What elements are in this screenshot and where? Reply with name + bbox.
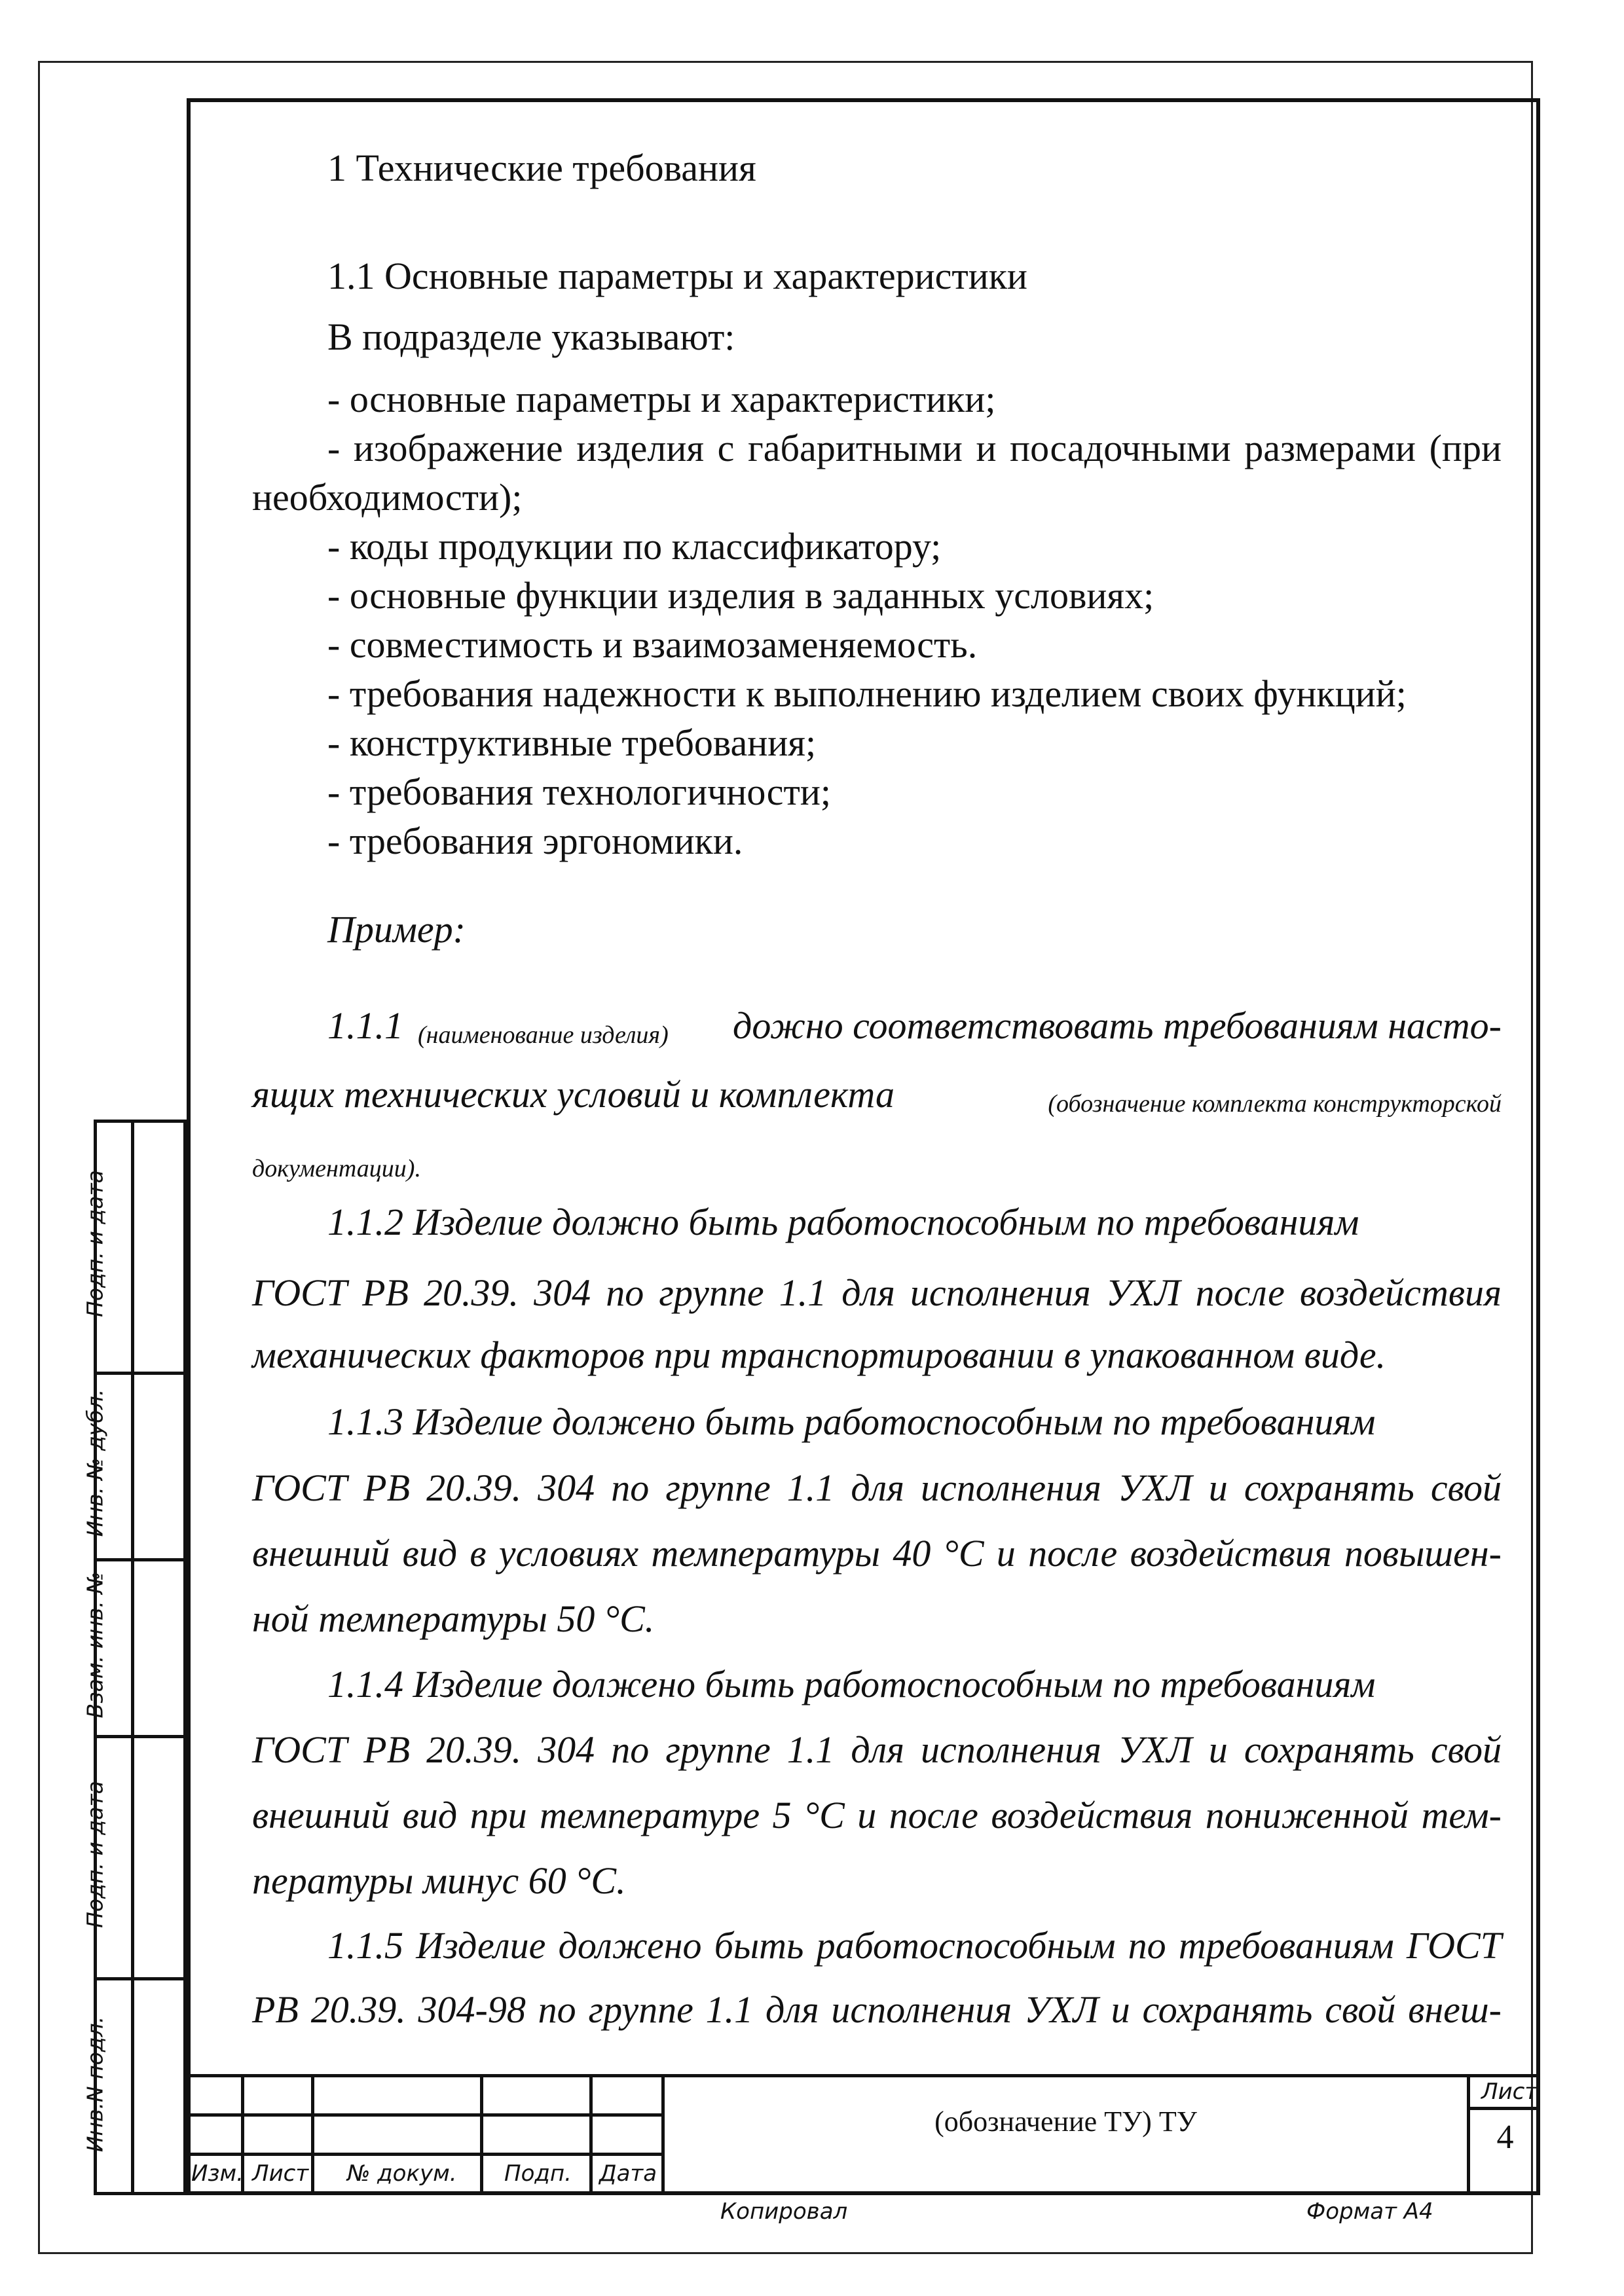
p113-line-3: внешний вид в условиях температуры 40 °С и после воздействия повышен- <box>252 1532 1502 1575</box>
p112-line-3: механических факторов при транспортировании в упакованном виде. <box>252 1334 1386 1376</box>
section-title: 1 Технические требования <box>327 147 756 189</box>
p114-line-1: 1.1.4 Изделие должено быть работоспособным по требованиям <box>327 1663 1376 1705</box>
sidebar-divider <box>131 1120 134 2195</box>
p111-line-2: ящих технических условий и комплекта <box>252 1073 895 1116</box>
p111-small-3: документации). <box>252 1155 421 1182</box>
title-block-row <box>187 2153 665 2156</box>
sidebar-label-orig-inv: Инв.N подл. <box>82 2016 108 2153</box>
col-label-doc-number: № докум. <box>347 2160 457 2187</box>
p115-line-1: 1.1.5 Изделие должено быть работоспособным по требованиям ГОСТ <box>327 1924 1502 1967</box>
sheet-cell-sep <box>1467 2107 1540 2110</box>
p111-text-1: дожно соответствовать требованиям насто- <box>733 1004 1502 1047</box>
p114-line-2: ГОСТ РВ 20.39. 304 по группе 1.1 для исполнения УХЛ и сохранять свой <box>252 1728 1502 1771</box>
p114-line-3: внешний вид при температуре 5 °С и после воздействия пониженной тем- <box>252 1794 1502 1836</box>
sidebar-label-sign-date-2: Подп. и дата <box>82 1781 108 1928</box>
p115-line-2: РВ 20.39. 304-98 по группе 1.1 для исполнения УХЛ и сохранять свой внеш- <box>252 1988 1502 2031</box>
intro-text: В подразделе указывают: <box>327 316 735 358</box>
title-block-col <box>311 2074 314 2195</box>
document-designation: (обозначение ТУ) ТУ <box>934 2105 1197 2138</box>
list-item: - требования технологичности; <box>327 771 832 813</box>
col-label-change: Изм. <box>191 2160 244 2187</box>
p112-line-1: 1.1.2 Изделие должно быть работоспособным по требованиям <box>327 1201 1359 1243</box>
list-item: - изображение изделия с габаритными и посадочными размерами (при <box>327 427 1502 469</box>
list-item: - основные параметры и характеристики; <box>327 378 996 420</box>
col-label-date: Дата <box>599 2160 657 2187</box>
p111-number: 1.1.1 <box>327 1004 403 1047</box>
title-block-row <box>187 2113 665 2117</box>
sheet-number: 4 <box>1496 2119 1514 2156</box>
sidebar-label-sign-date-1: Подп. и дата <box>82 1170 108 1317</box>
list-item: - требования эргономики. <box>327 820 743 862</box>
title-block-top <box>187 2074 1540 2077</box>
title-block-col <box>480 2074 483 2195</box>
p114-line-4: пературы минус 60 °С. <box>252 1859 626 1902</box>
p113-line-2: ГОСТ РВ 20.39. 304 по группе 1.1 для исполнения УХЛ и сохранять свой <box>252 1467 1502 1509</box>
list-item: - совместимость и взаимозаменяемость. <box>327 623 978 666</box>
list-item: - конструктивные требования; <box>327 721 817 764</box>
title-block-col <box>589 2074 593 2195</box>
example-label: Пример: <box>327 908 466 951</box>
p111-small-1: (наименование изделия) <box>418 1021 669 1049</box>
copied-label: Копировал <box>720 2198 848 2225</box>
p112-line-2: ГОСТ РВ 20.39. 304 по группе 1.1 для исполнения УХЛ после воздействия <box>252 1271 1502 1314</box>
p113-line-1: 1.1.3 Изделие должено быть работоспособным по требованиям <box>327 1400 1376 1443</box>
sheet-label: Лист <box>1481 2079 1538 2105</box>
sidebar-label-replace-inv: Взам. инв. № <box>82 1571 108 1719</box>
format-label: Формат А4 <box>1306 2198 1433 2225</box>
p111-small-2: (обозначение комплекта конструкторской <box>1048 1090 1502 1118</box>
list-item: - основные функции изделия в заданных условиях; <box>327 574 1154 617</box>
list-item: - коды продукции по классификатору; <box>327 525 942 568</box>
sidebar-label-dup-inv: Инв. № дубл. <box>82 1389 108 1537</box>
list-item: необходимости); <box>252 476 523 519</box>
list-item: - требования надежности к выполнению изделием своих функций; <box>327 672 1407 715</box>
col-label-sheet: Лист <box>252 2160 309 2187</box>
p113-line-4: ной температуры 50 °С. <box>252 1597 655 1640</box>
col-label-signature: Подп. <box>504 2160 572 2187</box>
subsection-title: 1.1 Основные параметры и характеристики <box>327 255 1027 297</box>
